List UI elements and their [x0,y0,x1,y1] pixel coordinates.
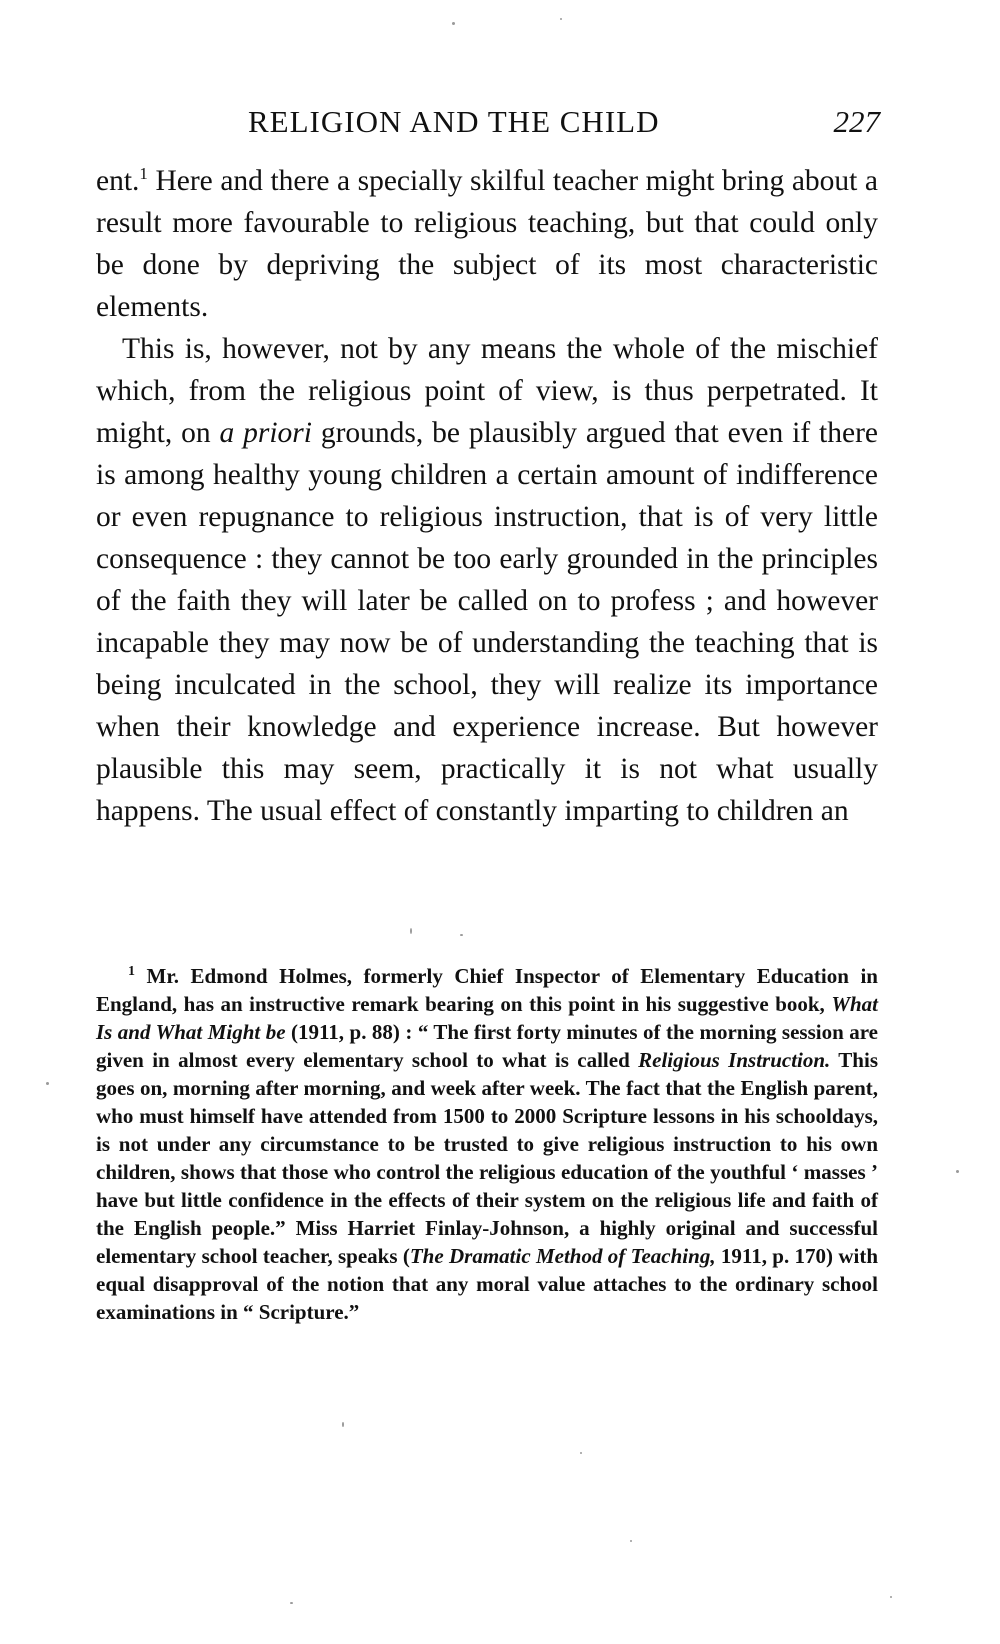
footnote-text-1: Mr. Edmond Holmes, formerly Chief Inspector of Elementary Education in England, has an instructive remark bearing on this point in his suggestive book, [96,964,878,1016]
scan-speck [956,1170,959,1173]
scan-speck [580,1452,582,1454]
scan-speck [452,22,455,25]
scan-speck [460,934,463,936]
footnote-text-3: This goes on, morning after morning, and week after week. The fact that the English parent, who must himself have attended from 1500 to 2000 Scripture lessons in his schooldays, is not under any circumstance to be trusted to give religious instruction to his own children, shows that those who control the religious education of the youthful ‘ masses ’ have but little confidence in the effects of their system on the religious life and faith of the English people.” Miss Harriet Finlay-Johnson, a highly original and successful elementary school teacher, speaks ( [96,1048,878,1268]
scan-speck [560,18,562,20]
footnote-block [96,962,878,1326]
page-number: 227 [833,104,880,139]
scan-speck [410,928,412,934]
paragraph-2-part-a: This is, however, not by any means the whole of the mischief which, from the religious point of view, is thus perpetrated. It might, on [96,333,878,449]
paragraph-2-italic: a priori [219,417,312,449]
paragraph-2-part-b: grounds, be plausibly argued that even if there is among healthy young children a certain amount of indifference or even repugnance to religious instruction, that is of very little consequence : they cannot be too early grounded in the principles of the faith they will later be called on to profess ; and however incapable they may now be of understanding the teaching that is being inculcated in the school, they will realize its importance when their knowledge and experience increase. But however plausible this may seem, practically it is not what usually happens. The usual effect of constantly imparting to children an [96,417,879,827]
running-title: RELIGION AND THE CHILD [248,104,660,139]
footnote-term: Religious Instruction. [638,1048,831,1072]
paragraph-1 [96,160,878,328]
paragraph-2 [96,328,878,832]
main-text [96,160,878,832]
footnote-book-title-1: What Is and What Might be [96,992,878,1044]
paragraph-1-rest: Here and there a specially skilful teacher might bring about a result more favourable to religious teaching, but that could only be done by depriving the subject of its most characteristic elements. [96,165,878,323]
scan-speck [290,1602,293,1604]
footnote-text-2: (1911, p. 88) : “ The first forty minutes of the morning session are given in almost every elementary school to what is called [96,1020,878,1072]
scan-speck [630,1540,632,1542]
scan-speck [342,1422,344,1427]
footnote-book-title-2: The Dramatic Method of Teaching, [409,1244,716,1268]
footnote-text-4: 1911, p. 170) with equal disapproval of the notion that any moral value attaches to the ordinary school examinations in “ Scripture.” [96,1244,879,1324]
paragraph-1-start: ent. [96,165,140,197]
scan-speck [46,1082,49,1085]
running-head [96,100,880,148]
footnote-1 [96,962,878,1326]
footnote-reference: 1 [139,164,148,183]
scan-speck [890,1596,892,1598]
footnote-marker: 1 [128,964,135,979]
